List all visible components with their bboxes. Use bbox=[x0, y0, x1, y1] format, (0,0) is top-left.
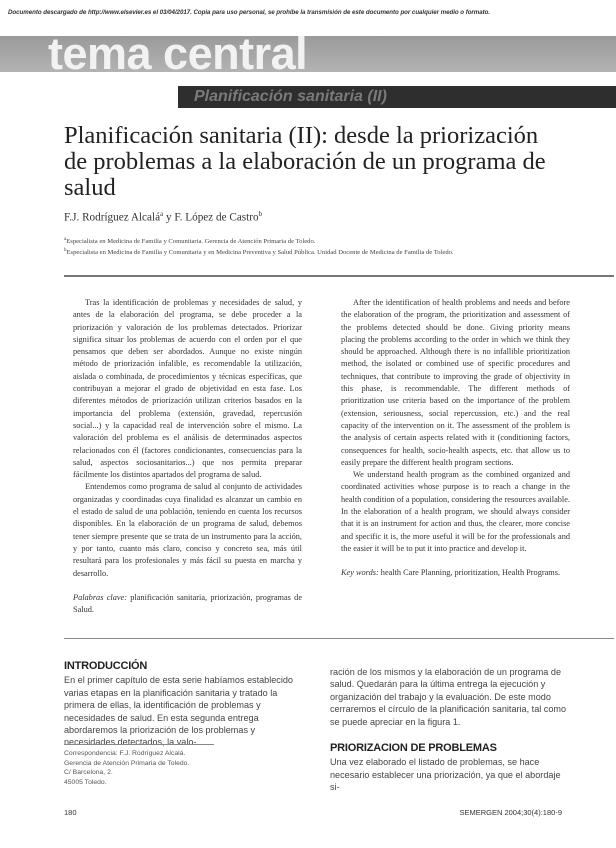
keywords-es-label: Palabras clave: bbox=[73, 592, 127, 602]
affiliation-a-sup: a bbox=[64, 237, 67, 242]
affiliations bbox=[64, 236, 604, 258]
subsection-title: Planificación sanitaria (II) bbox=[194, 88, 387, 105]
prioritization-text: Una vez elaborado el listado de problemas, se hace necesario establecer una priorización, ya que el abordaje si- bbox=[330, 757, 561, 793]
section-title: tema central bbox=[48, 28, 308, 79]
correspondence bbox=[64, 744, 214, 787]
author-separator: y F. López de Castro bbox=[163, 211, 259, 224]
abstract-bottom-rule bbox=[64, 638, 614, 639]
abstract-box bbox=[64, 275, 614, 647]
affiliation-a bbox=[64, 236, 604, 247]
page-number: 180 bbox=[64, 808, 77, 817]
abstract-es-paragraph-1: Tras la identificación de problemas y necesidades de salud, y antes de la elaboración del programa, se debe proceder a la priorización y valoración de los problemas detectados. Priorizar significa situar los problemas de acuerdo con el orden por el que pensamos que deben ser abordados. Aunque no existe ningún método de priorización infalible, es recomendable la utilización, aislada o combinada, de procedimientos y técnicas específicas, que contribuyan a mejorar el grado de objetividad en esta fase. Los diferentes métodos de priorización utilizan criterios basados en la importancia del problema (extensión, gravedad, repercusión social...) y la capacidad real de intervención sobre el mismo. La valoración del problema es el análisis de determinados aspectos relacionados con él (factores condicionantes, consecuencias para la salud, aspectos sociosanitarios...) que nos permita preparar fácilmente los distintos apartados del programa de salud. bbox=[73, 298, 302, 480]
keywords-en-text: health Care Planning, prioritization, Health Programs. bbox=[378, 568, 561, 578]
prioritization-heading: PRIORIZACION DE PROBLEMAS bbox=[330, 742, 497, 755]
author-1: F.J. Rodríguez Alcalá bbox=[64, 211, 161, 224]
article-authors bbox=[64, 210, 564, 224]
body-left-column bbox=[64, 660, 304, 749]
abstract-es-paragraph-2: Entendemos como programa de salud al conjunto de actividades organizadas y coordinadas cuya finalidad es alcanzar un cambio en el estado de salud de una población, teniendo en cuenta los recursos disponibles. En la elaboración de un programa de salud, debemos tener siempre presente que se trata de un instrumento para la acción, y por tanto, cuanto más claro, conciso y concreto sea, más útil resultará para los profesionales y más fácil su puesta en marcha y desarrollo. bbox=[73, 482, 302, 578]
abstract-en-paragraph-2: We understand health program as the combined organized and coordinated activities whose purpose is to reach a change in the health condition of a population, considering the resources available. In the elaboration of a health program, we should always consider that it is an instrument for action and thus, the clearer, more concise and specific it is, the more useful it will be for the professionals and the easier it will be to put it into practice and develop it. bbox=[341, 470, 570, 553]
correspondence-line-3: C/ Barcelona, 2. bbox=[64, 769, 113, 777]
author-1-sup: a bbox=[160, 210, 164, 218]
subsection-banner bbox=[178, 86, 616, 108]
author-2-sup: b bbox=[258, 210, 263, 218]
download-notice: Documento descargado de http://www.elsevier.es el 03/04/2017. Copia para uso personal, se prohíbe la transmisión de este documento por cualquier medio o formato. bbox=[8, 9, 491, 16]
journal-citation: SEMERGEN 2004;30(4):180-9 bbox=[459, 808, 562, 817]
keywords-en-label: Key words: bbox=[341, 568, 379, 578]
correspondence-line-2: Gerencia de Atención Primaria de Toledo. bbox=[64, 759, 190, 767]
correspondence-line-4: 45005 Toledo. bbox=[64, 778, 107, 786]
intro-text: En el primer capítulo de esta serie habíamos establecido varias etapas en la planificación sanitaria y tratado la primera de ellas, la identificación de problemas y necesidades de salud. En esta segunda entrega abordaremos la priorización de los problemas y necesidades detectados, la valo- bbox=[64, 675, 293, 748]
affiliation-a-text: Especialista en Medicina de Familia y Comunitaria. Gerencia de Atención Primaria de Toledo. bbox=[66, 238, 316, 246]
affiliation-b bbox=[64, 247, 604, 258]
abstract-english bbox=[341, 297, 570, 580]
keywords-es bbox=[73, 592, 302, 617]
keywords-es-text: planificación sanitaria, priorización, programas de Salud. bbox=[73, 592, 302, 615]
intro-continued-text: ración de los mismos y la elaboración de un programa de salud. Quedarán para la última entrega la ejecución y organización del trabajo y la evaluación. De este modo cerraremos el círculo de la planificación sanitaria, tal como se puede apreciar en la figura 1. bbox=[330, 667, 567, 727]
article-title: Planificación sanitaria (II): desde la priorización de problemas a la elaboración de un programa de salud bbox=[64, 122, 546, 201]
abstract-en-paragraph-1: After the identification of health problems and needs and before the elaboration of the program, the prioritization and assessment of the problems detected should be done. Giving priority means placing the problems according to the order in which we think they should be approached. Although there is no infallible prioritization method, the isolated or combined use of specific procedures and techniques, that contribute to improving the grade of objectivity in this phase, is recommendable. The different methods of prioritization use criteria based on the importance of the problem (extension, seriousness, social repercussion, etc.) and the real capacity of the intervention on it. The assessment of the problem is the analysis of certain aspects related with it (conditioning factors, consequences for health, socio-health aspects, etc. that allow us to easily prepare the different health program sections. bbox=[341, 298, 570, 467]
keywords-en bbox=[341, 567, 570, 579]
intro-heading: INTRODUCCIÓN bbox=[64, 660, 148, 672]
correspondence-line-1: Correspondencia: F.J. Rodríguez Alcalá. bbox=[64, 750, 186, 757]
section-banner bbox=[0, 28, 616, 79]
affiliation-b-text: Especialista en Medicina de Familia y Comunitaria y en Medicina Preventiva y Salud Pública. Unidad Docente de Medicina de Familia de Toledo. bbox=[66, 248, 454, 256]
abstract-spanish bbox=[73, 297, 302, 616]
affiliation-b-sup: b bbox=[64, 247, 67, 253]
body-right-column bbox=[330, 666, 570, 794]
